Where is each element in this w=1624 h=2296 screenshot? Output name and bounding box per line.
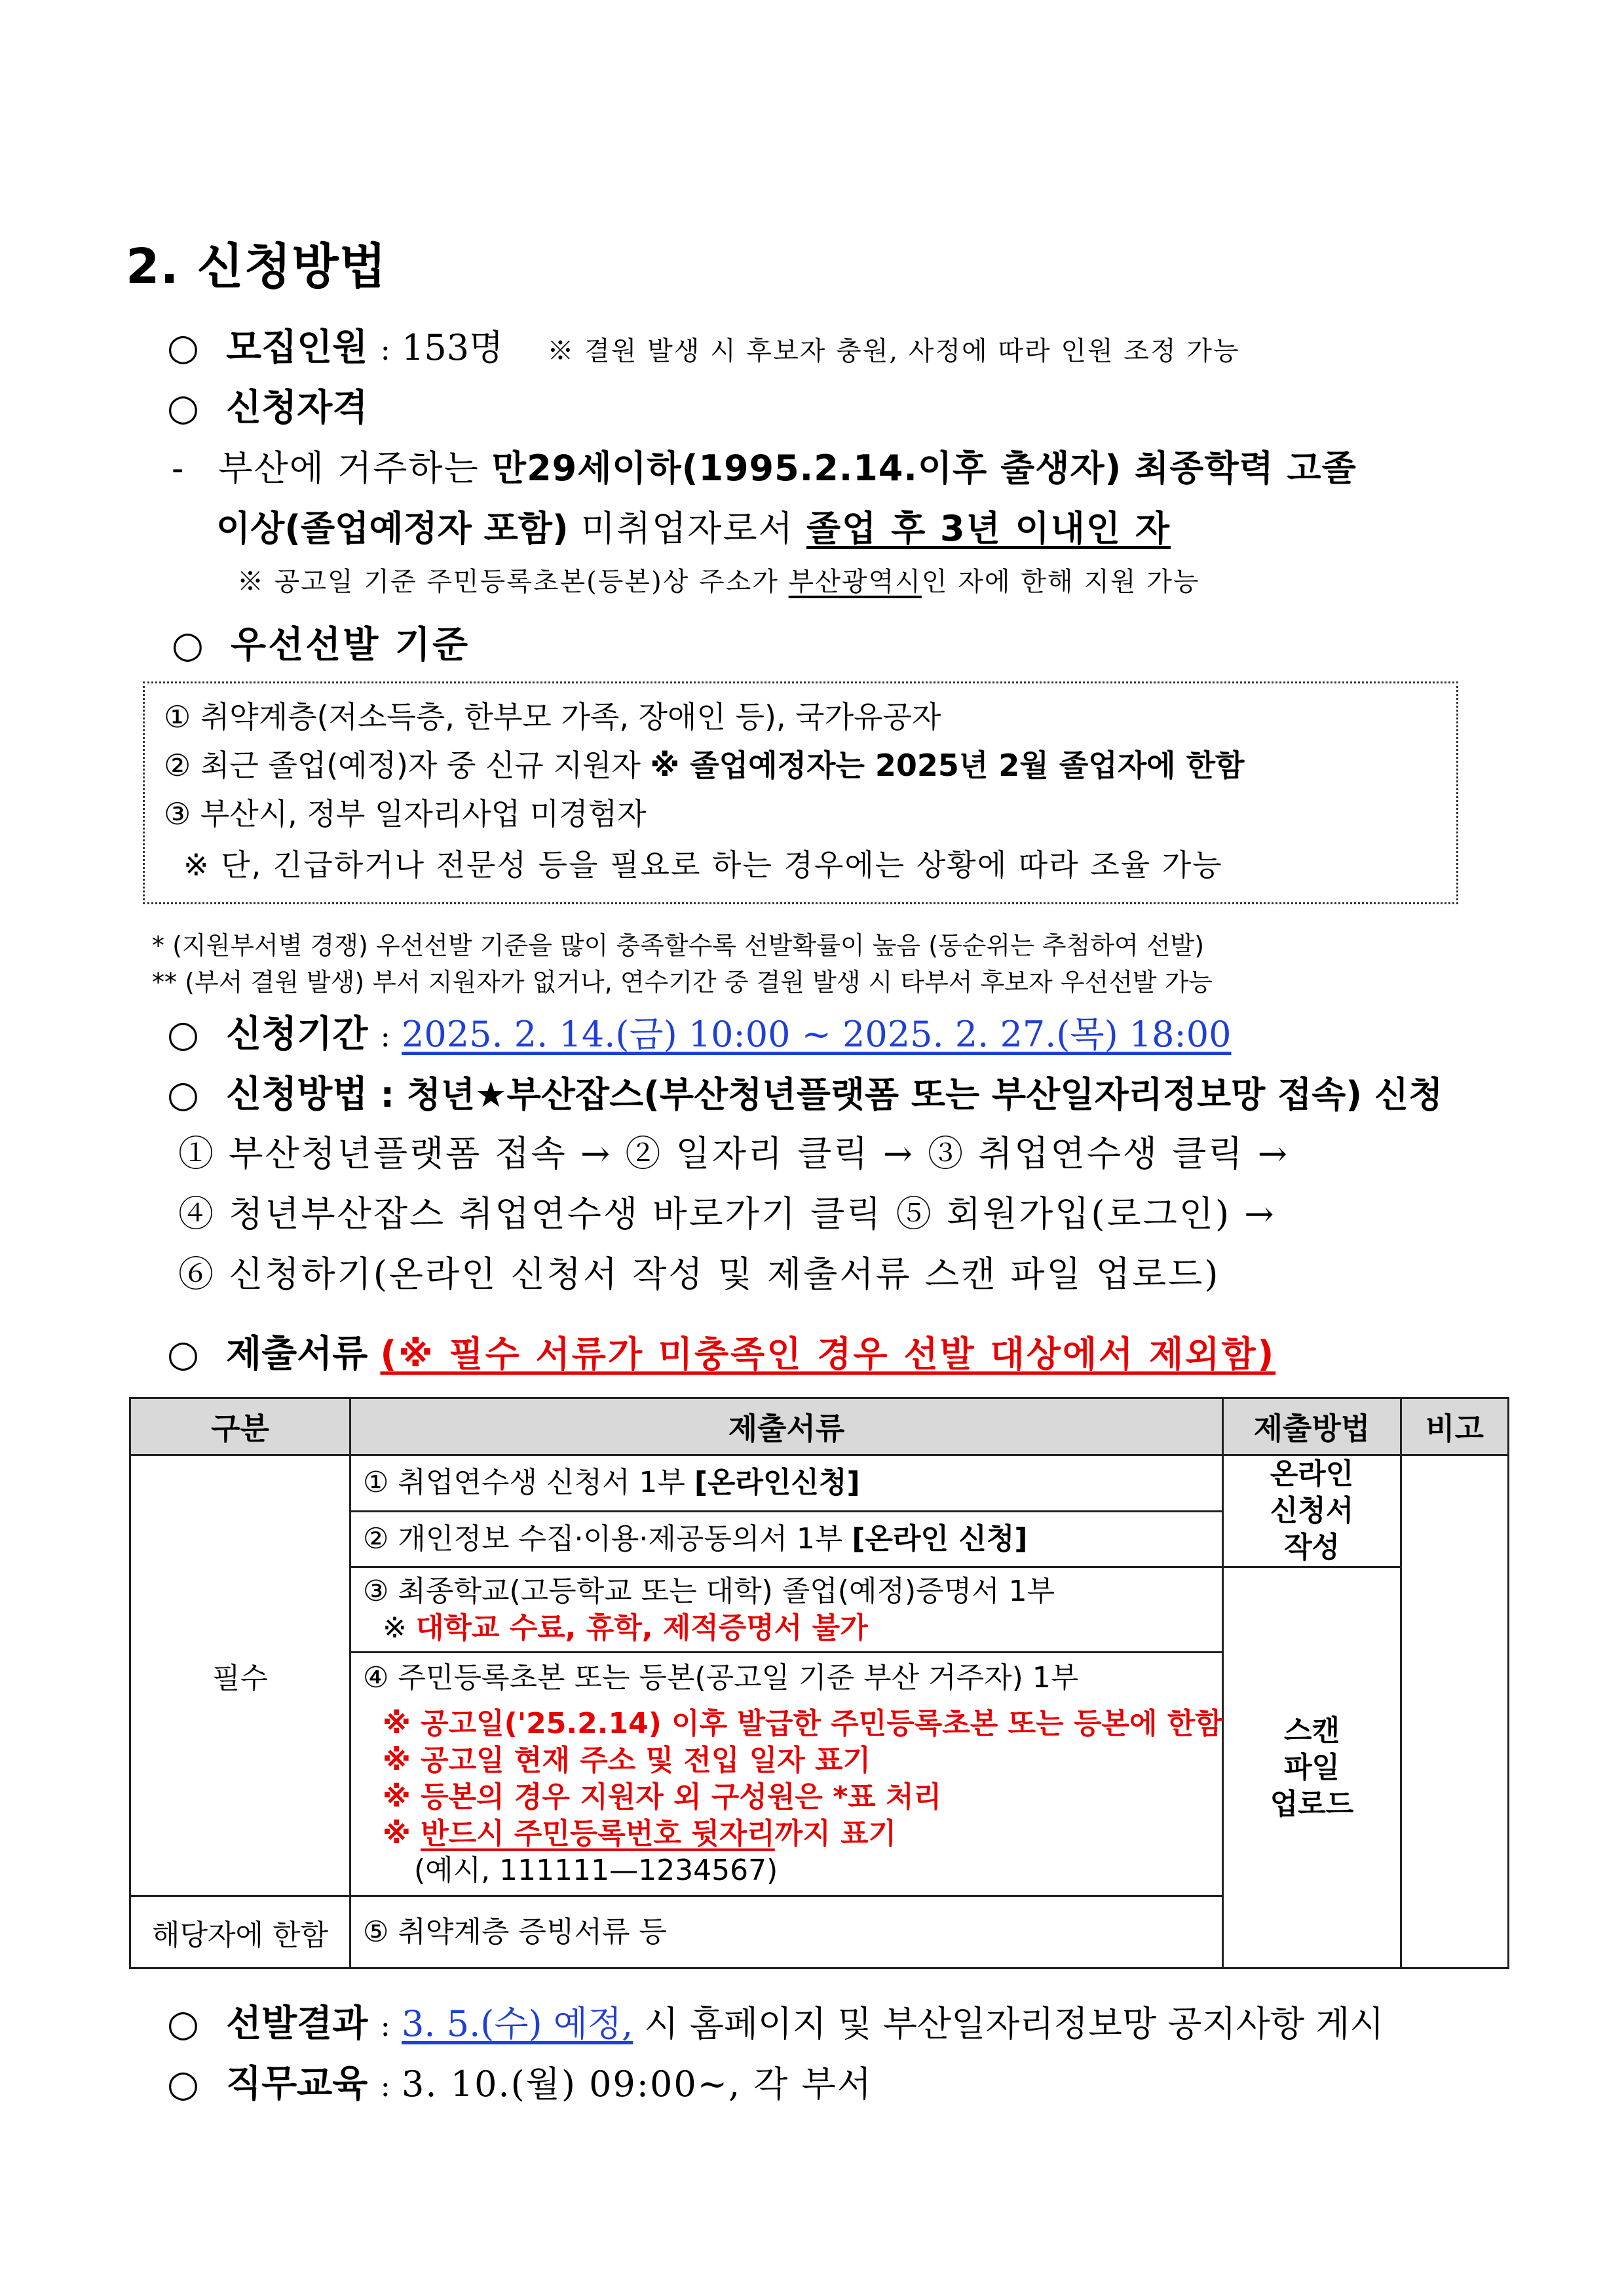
qualification-text-d: 미취업자로서 [568, 508, 806, 549]
documents-table [129, 1397, 1509, 1969]
dash: - [172, 448, 184, 489]
bullet: ○ [167, 1073, 199, 1116]
bullet: ○ [167, 2002, 199, 2045]
section-heading: 2. 신청방법 [126, 239, 387, 295]
method-scan-2: 파일 [1283, 1750, 1340, 1784]
qualification-note-c: 인 자에 한해 지원 가능 [921, 567, 1200, 597]
category-applicable: 해당자에 한함 [130, 1896, 350, 1968]
priority-item-3: ③ 부산시, 정부 일자리사업 미경험자 [164, 796, 647, 832]
result-row [167, 1995, 1384, 2047]
training-row [167, 2055, 873, 2107]
doc-2-text: ② 개인정보 수집·이용·제공동의서 1부 [363, 1521, 852, 1556]
training-sep: : [380, 2068, 390, 2103]
period-value[interactable]: 2025. 2. 14.(금) 10:00 ~ 2025. 2. 27.(목) 18:00 [402, 1014, 1232, 1055]
recruit-sep: : [380, 332, 390, 367]
method-online-3: 작성 [1283, 1531, 1340, 1564]
qualification-line-2 [216, 501, 1171, 551]
doc-4-text: ④ 주민등록초본 또는 등본(공고일 기준 부산 거주자) 1부 [363, 1661, 1079, 1694]
priority-item-1: ① 취약계층(저소득층, 한부모 가족, 장애인 등), 국가유공자 [164, 699, 941, 735]
doc-4-note-4-a: 반드시 주민등록번호 뒷자리 [421, 1817, 775, 1850]
bullet: ○ [167, 387, 199, 429]
priority-item-2 [164, 742, 1244, 785]
qualification-note-b: 부산광역시 [788, 567, 922, 597]
method-online [1223, 1455, 1401, 1567]
doc-5-text: ⑤ 취약계층 증빙서류 등 [363, 1915, 667, 1949]
documents-row [167, 1325, 1275, 1377]
doc-3 [350, 1567, 1223, 1653]
doc-1-tag: [온라인신청] [694, 1466, 860, 1500]
header-category: 구분 [130, 1398, 350, 1455]
method-row [167, 1065, 1443, 1118]
doc-2 [350, 1511, 1223, 1567]
method-step-1: ① 부산청년플랫폼 접속 → ② 일자리 클릭 → ③ 취업연수생 클릭 → [178, 1133, 1289, 1174]
doc-3-text: ③ 최종학교(고등학교 또는 대학) 졸업(예정)증명서 1부 [363, 1575, 1055, 1608]
bullet: ○ [167, 2063, 199, 2105]
doc-5 [350, 1896, 1223, 1968]
header-method: 제출방법 [1223, 1398, 1401, 1455]
category-required: 필수 [130, 1455, 350, 1896]
doc-1 [350, 1455, 1223, 1512]
doc-4-note-3: ※ 등본의 경우 지원자 외 구성원은 *표 처리 [383, 1780, 942, 1814]
method-scan-3: 업로드 [1270, 1787, 1354, 1821]
footnote-2: ** (부서 결원 발생) 부서 지원자가 없거나, 연수기간 중 결원 발생 시 타부서 후보자 우선선발 가능 [152, 968, 1213, 997]
recruit-row [167, 318, 1240, 371]
footnote-1: * (지원부서별 경쟁) 우선선발 기준을 많이 충족할수록 선발확률이 높음 (동순위는 추첨하여 선발) [152, 931, 1205, 960]
qualification-label: 신청자격 [225, 387, 368, 429]
method-scan [1223, 1567, 1401, 1968]
priority-item-2-b: ※ 졸업예정자는 2025년 2월 졸업자에 한함 [650, 748, 1245, 783]
bullet: ○ [167, 1013, 199, 1056]
table-header-row [130, 1398, 1509, 1455]
doc-4-example: (예시, 111111—1234567) [414, 1854, 778, 1887]
recruit-value: 153명 [402, 327, 504, 368]
doc-3-note: 대학교 수료, 휴학, 제적증명서 불가 [415, 1611, 868, 1645]
qualification-text-e: 졸업 후 3년 이내인 자 [806, 508, 1171, 549]
qualification-text-b: 만29세이하(1995.2.14.이후 출생자) 최종학력 고졸 [491, 448, 1357, 489]
priority-label: 우선선발 기준 [230, 624, 470, 666]
remarks-cell [1401, 1455, 1509, 1968]
doc-2-tag: [온라인 신청] [852, 1521, 1028, 1556]
bullet: ○ [167, 326, 199, 369]
period-sep: : [380, 1018, 390, 1054]
recruit-label: 모집인원 [225, 326, 368, 369]
header-remarks: 비고 [1401, 1398, 1509, 1455]
qualification-note [237, 561, 1200, 598]
doc-4 [350, 1653, 1223, 1896]
method-step-2: ④ 청년부산잡스 취업연수생 바로가기 클릭 ⑤ 회원가입(로그인) → [178, 1193, 1276, 1234]
method-label: 신청방법 [225, 1073, 368, 1116]
header-documents: 제출서류 [350, 1398, 1223, 1455]
doc-3-note-mark: ※ [383, 1611, 416, 1645]
bullet: ○ [167, 1333, 199, 1375]
qualification-note-a: ※ 공고일 기준 주민등록초본(등본)상 주소가 [237, 567, 789, 597]
table-row [130, 1455, 1509, 1512]
method-online-2: 신청서 [1270, 1494, 1354, 1527]
doc-4-note-2: ※ 공고일 현재 주소 및 전입 일자 표기 [383, 1744, 871, 1777]
recruit-note: ※ 결원 발생 시 후보자 충원, 사정에 따라 인원 조정 가능 [547, 336, 1240, 366]
bullet: ○ [172, 624, 204, 666]
method-scan-1: 스캔 [1283, 1713, 1340, 1748]
method-value: : 청년★부산잡스(부산청년플랫폼 또는 부산일자리정보망 접속) 신청 [380, 1074, 1443, 1115]
training-label: 직무교육 [225, 2063, 368, 2105]
result-value[interactable]: 3. 5.(수) 예정, [402, 2003, 633, 2044]
result-label: 선발결과 [225, 2002, 368, 2045]
period-label: 신청기간 [225, 1013, 368, 1056]
result-rest: 시 홈페이지 및 부산일자리정보망 공지사항 게시 [633, 2003, 1384, 2044]
doc-1-text: ① 취업연수생 신청서 1부 [363, 1466, 694, 1500]
doc-4-note-1: ※ 공고일('25.2.14) 이후 발급한 주민등록초본 또는 등본에 한함 [383, 1707, 1223, 1740]
priority-item-2-a: ② 최근 졸업(예정)자 중 신규 지원자 [164, 748, 651, 783]
period-row [167, 1005, 1231, 1058]
doc-4-note-4-mark: ※ [383, 1817, 421, 1850]
priority-row [172, 616, 470, 668]
priority-item-4: ※ 단, 긴급하거나 전문성 등을 필요로 하는 경우에는 상황에 따라 조율 가능 [183, 847, 1223, 883]
documents-label: 제출서류 [225, 1333, 368, 1375]
result-sep: : [380, 2008, 390, 2043]
training-value: 3. 10.(월) 09:00~, 각 부서 [402, 2063, 873, 2105]
qualification-row [167, 379, 368, 431]
documents-warning: (※ 필수 서류가 미충족인 경우 선발 대상에서 제외함) [380, 1333, 1276, 1375]
doc-4-note-4-b: 까지 표기 [774, 1817, 897, 1850]
qualification-text-a: 부산에 거주하는 [218, 448, 492, 489]
qualification-text-c: 이상(졸업예정자 포함) [216, 508, 569, 549]
qualification-line-1 [172, 440, 1357, 491]
method-step-3: ⑥ 신청하기(온라인 신청서 작성 및 제출서류 스캔 파일 업로드) [178, 1253, 1220, 1295]
method-online-1: 온라인 [1270, 1457, 1354, 1491]
